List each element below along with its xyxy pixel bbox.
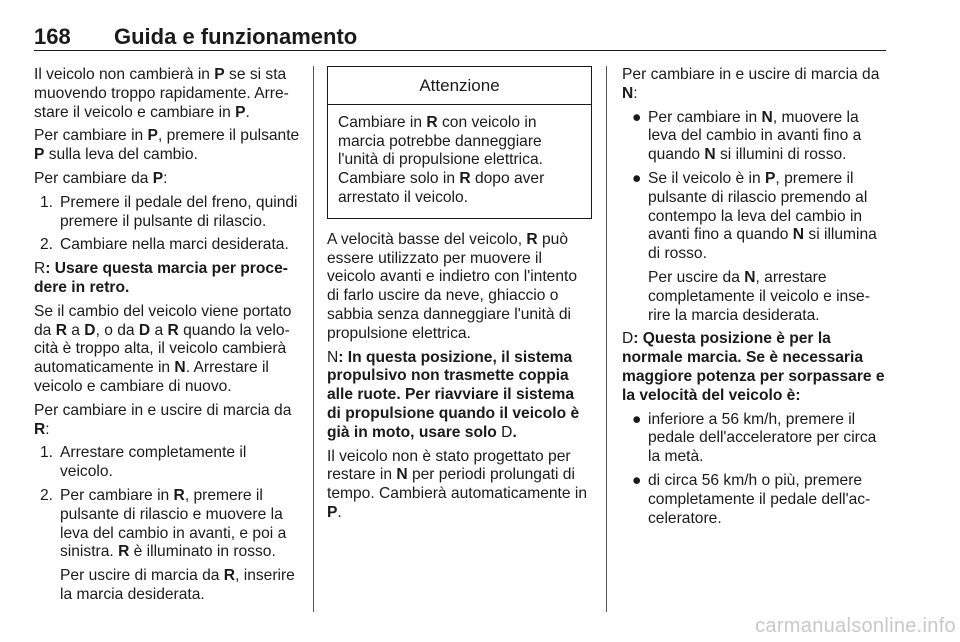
page-title: Guida e funzionamento: [114, 24, 358, 49]
gear-letter: P: [147, 127, 158, 145]
gear-letter: D: [84, 321, 96, 339]
gear-letter: .: [512, 423, 517, 441]
gear-letter: P: [214, 66, 225, 83]
list-sub-paragraph: Per uscire da N, arrestare completamente il veicolo e inse-rire la marcia desiderata.: [648, 268, 870, 324]
paragraph: Per cambiare in P, premere il pulsante P sulla leva del cambio.: [34, 127, 300, 164]
list-sub-paragraph: Per uscire di marcia da R, inserire la marcia desiderata.: [60, 567, 295, 603]
list-item: [34, 444, 302, 482]
gear-letter: N: [792, 226, 805, 244]
gear-letter: N: [174, 359, 186, 377]
numbered-list: [34, 444, 302, 562]
gear-letter: : In questa posizione, il sistema propulsivo non trasmette coppia alle ruote. Per riavviare il sistema di propulsione quando il veicolo è già in moto, usare solo: [327, 348, 580, 441]
paragraph: D: Questa posizione è per la normale marcia. Se è necessaria maggiore potenza per sorpassare e la velocità del veicolo è:: [622, 330, 885, 404]
gear-letter: N: [704, 146, 716, 164]
paragraph: Per cambiare da P:: [34, 169, 168, 187]
column-divider: [606, 66, 607, 612]
gear-letter: P: [235, 103, 246, 121]
column-divider: [313, 66, 314, 612]
gear-letter: P: [765, 169, 776, 187]
gear-letter: R: [526, 230, 538, 248]
list-marker: ●: [632, 169, 642, 187]
column-3: [622, 66, 888, 533]
gear-letter: R: [426, 113, 438, 131]
list-item-text: inferiore a 56 km/h, premere il pedale dell'acceleratore per circa la metà.: [648, 410, 877, 466]
gear-letter: P: [327, 503, 338, 521]
list-item-text: di circa 56 km/h o più, premere completamente il pedale dell'ac-celeratore.: [648, 471, 871, 527]
paragraph: Per cambiare in e uscire di marcia da R:: [34, 401, 292, 438]
gear-letter: : Usare questa marcia per proce-dere in retro.: [34, 260, 288, 296]
list-item-text: Arrestare completamente il veicolo.: [60, 444, 247, 481]
list-item-text: Cambiare nella marci desiderata.: [60, 236, 289, 254]
paragraph: Se il cambio del veicolo viene portato da R a D, o da D a R quando la velo-cità è troppo alta, il veicolo cambierà automaticamente in N. Arrestare il veicolo e cambiare di nuovo.: [34, 302, 292, 395]
attention-box: [327, 66, 592, 219]
list-item: [34, 487, 302, 562]
gear-letter: R: [34, 420, 46, 438]
list-marker: ●: [632, 108, 642, 126]
list-marker: 1.: [40, 193, 54, 211]
paragraph: N: In questa posizione, il sistema propulsivo non trasmette coppia alle ruote. Per riavviare il sistema di propulsione quando il veicolo è già in moto, usare solo D.: [327, 348, 580, 441]
gear-letter: R: [173, 486, 185, 504]
gear-letter: R: [167, 321, 179, 339]
header-rule: [34, 50, 886, 51]
attention-body: Cambiare in R con veicolo in marcia potrebbe danneggiare l'unità di propulsione elettrica. Cambiare solo in R dopo aver arrestato il veicolo.: [338, 113, 545, 206]
gear-letter: R: [459, 170, 471, 188]
numbered-list: [34, 194, 302, 255]
list-marker: ●: [632, 471, 642, 489]
list-item: [622, 411, 888, 467]
gear-letter: R: [118, 543, 130, 561]
list-item: [622, 109, 888, 165]
list-marker: 2.: [40, 486, 54, 504]
list-marker: 1.: [40, 444, 54, 462]
gear-letter: P: [34, 146, 45, 164]
gear-letter: N: [761, 108, 773, 126]
gear-letter: N: [744, 268, 756, 286]
bullet-list: [622, 411, 888, 529]
list-item-text: Per cambiare in N, muovere la leva del cambio in avanti fino a quando N si illumini di rosso.: [648, 108, 862, 164]
list-item-text: Premere il pedale del freno, quindi premere il pulsante di rilascio.: [60, 193, 298, 230]
list-item: [34, 194, 302, 232]
attention-heading: Attenzione: [328, 67, 591, 105]
watermark: carmanualsonline.info: [755, 615, 956, 637]
column-1: [34, 66, 302, 610]
paragraph: Il veicolo non cambierà in P se si sta muovendo troppo rapidamente. Arre-stare il veicolo e cambiare in P.: [34, 66, 289, 121]
list-item-text: Se il veicolo è in P, premere il pulsante di rilascio premendo al contempo la leva del cambio in avanti fino a quando N si illumina di rosso.: [648, 169, 877, 263]
gear-letter: P: [152, 169, 164, 187]
gear-letter: R: [55, 321, 67, 339]
gear-letter: N: [396, 466, 408, 484]
list-item: [622, 472, 888, 528]
column-2: [327, 66, 592, 528]
paragraph: Per cambiare in e uscire di marcia da N:: [622, 66, 880, 102]
bullet-list: [622, 109, 888, 264]
paragraph: R: Usare questa marcia per proce-dere in retro.: [34, 260, 288, 296]
gear-letter: D: [138, 321, 151, 339]
paragraph: A velocità basse del veicolo, R può essere utilizzato per muovere il veicolo avanti e indietro con l'intento di farlo uscire da neve, ghiaccio o sabbia senza danneggiare l'unità di propulsione elettrica.: [327, 230, 578, 342]
gear-letter: N: [622, 84, 634, 102]
list-marker: ●: [632, 410, 642, 428]
gear-letter: : Questa posizione è per la normale marcia. Se è necessaria maggiore potenza per sorpassare e la velocità del veicolo è:: [622, 330, 885, 404]
paragraph: Il veicolo non è stato progettato per restare in N per periodi prolungati di tempo. Cambierà automaticamente in P.: [327, 447, 588, 521]
list-marker: 2.: [40, 236, 54, 254]
list-item: [34, 236, 302, 255]
gear-letter: R: [223, 567, 236, 585]
list-item: [622, 170, 888, 264]
page-number: 168: [34, 24, 71, 49]
list-item-text: Per cambiare in R, premere il pulsante di rilascio e muovere la leva del cambio in avanti, e poi a sinistra. R è illuminato in rosso.: [60, 486, 287, 561]
